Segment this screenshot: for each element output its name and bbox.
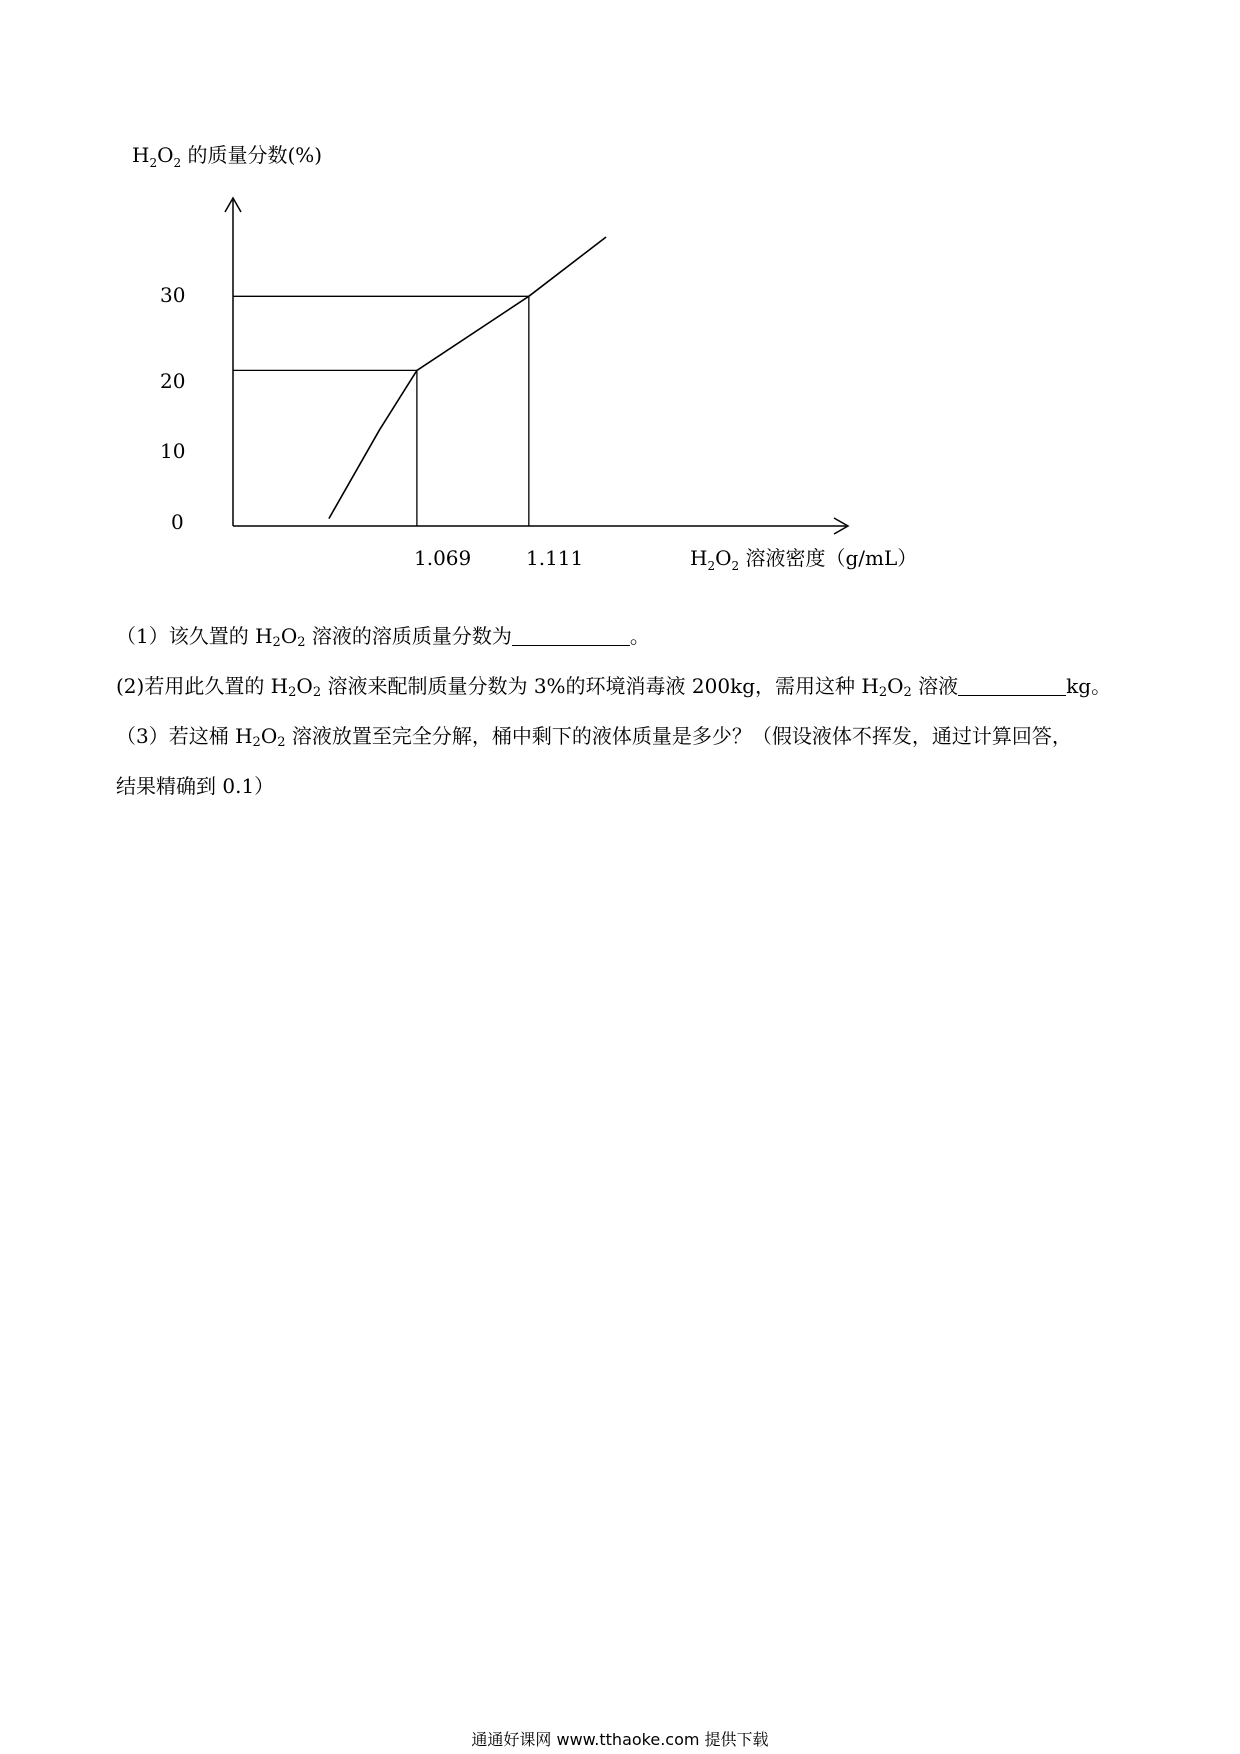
q2-rest: 溶液来配制质量分数为 3%的环境消毒液 200kg，需用这种 H: [321, 674, 879, 698]
q3-text-2: 结果精确到 0.1）: [116, 774, 275, 798]
q3-text: 溶液放置至完全分解，桶中剩下的液体质量是多少？（假设液体不挥发，通过计算回答，: [285, 724, 1072, 748]
question-3: [116, 722, 1072, 750]
q3-sub: 2: [252, 735, 261, 750]
q2-sub: 2: [312, 685, 322, 700]
q1-text: （1）该久置的 H: [116, 624, 273, 648]
question-1: [116, 622, 650, 650]
q2-mid: O: [296, 674, 313, 698]
footer-text: 通通好课网 www.tthaoke.com 提供下载: [471, 1730, 769, 1749]
x-axis-title: $H_2O_2$ 溶液密度（g/mL）: [690, 546, 918, 573]
density-concentration-chart: [0, 0, 1240, 620]
q1-rest: 溶液的溶质质量分数为: [305, 624, 512, 648]
q3-sub: 2: [277, 735, 286, 750]
q2-sub: 2: [288, 685, 297, 700]
y-tick-label-10: 10: [160, 439, 186, 463]
q3-mid: O: [260, 724, 278, 748]
q2-rest: 溶液: [911, 674, 959, 698]
y-tick-label-20: 20: [160, 369, 186, 393]
page-footer: [0, 1727, 1240, 1750]
y-tick-label-30: 30: [160, 283, 186, 307]
series-line: [329, 237, 606, 519]
question-2: [116, 672, 1111, 700]
q2-mid: O: [887, 674, 904, 698]
q1-sub: 2: [272, 635, 281, 650]
q2-sub: 2: [878, 685, 888, 700]
q2-sub: 2: [903, 685, 912, 700]
reference-lines: [233, 296, 529, 526]
q2-text: (2)若用此久置的 H: [116, 674, 289, 698]
q3-text: （3）若这桶 H: [116, 724, 253, 748]
q1-mid: O: [280, 624, 298, 648]
q1-end: 。: [629, 624, 650, 648]
y-tick-label-0: 0: [171, 510, 184, 534]
y-axis-title: $H_2O_2$ 的质量分数(%): [132, 143, 323, 170]
x-tick-label-1.069: 1.069: [414, 546, 472, 570]
answer-blank-1[interactable]: [512, 625, 630, 646]
answer-blank-2[interactable]: [958, 675, 1066, 696]
q1-sub: 2: [297, 635, 306, 650]
question-3-line-2: [116, 772, 274, 800]
q2-end: kg。: [1066, 674, 1112, 698]
x-tick-label-1.111: 1.111: [526, 546, 584, 570]
